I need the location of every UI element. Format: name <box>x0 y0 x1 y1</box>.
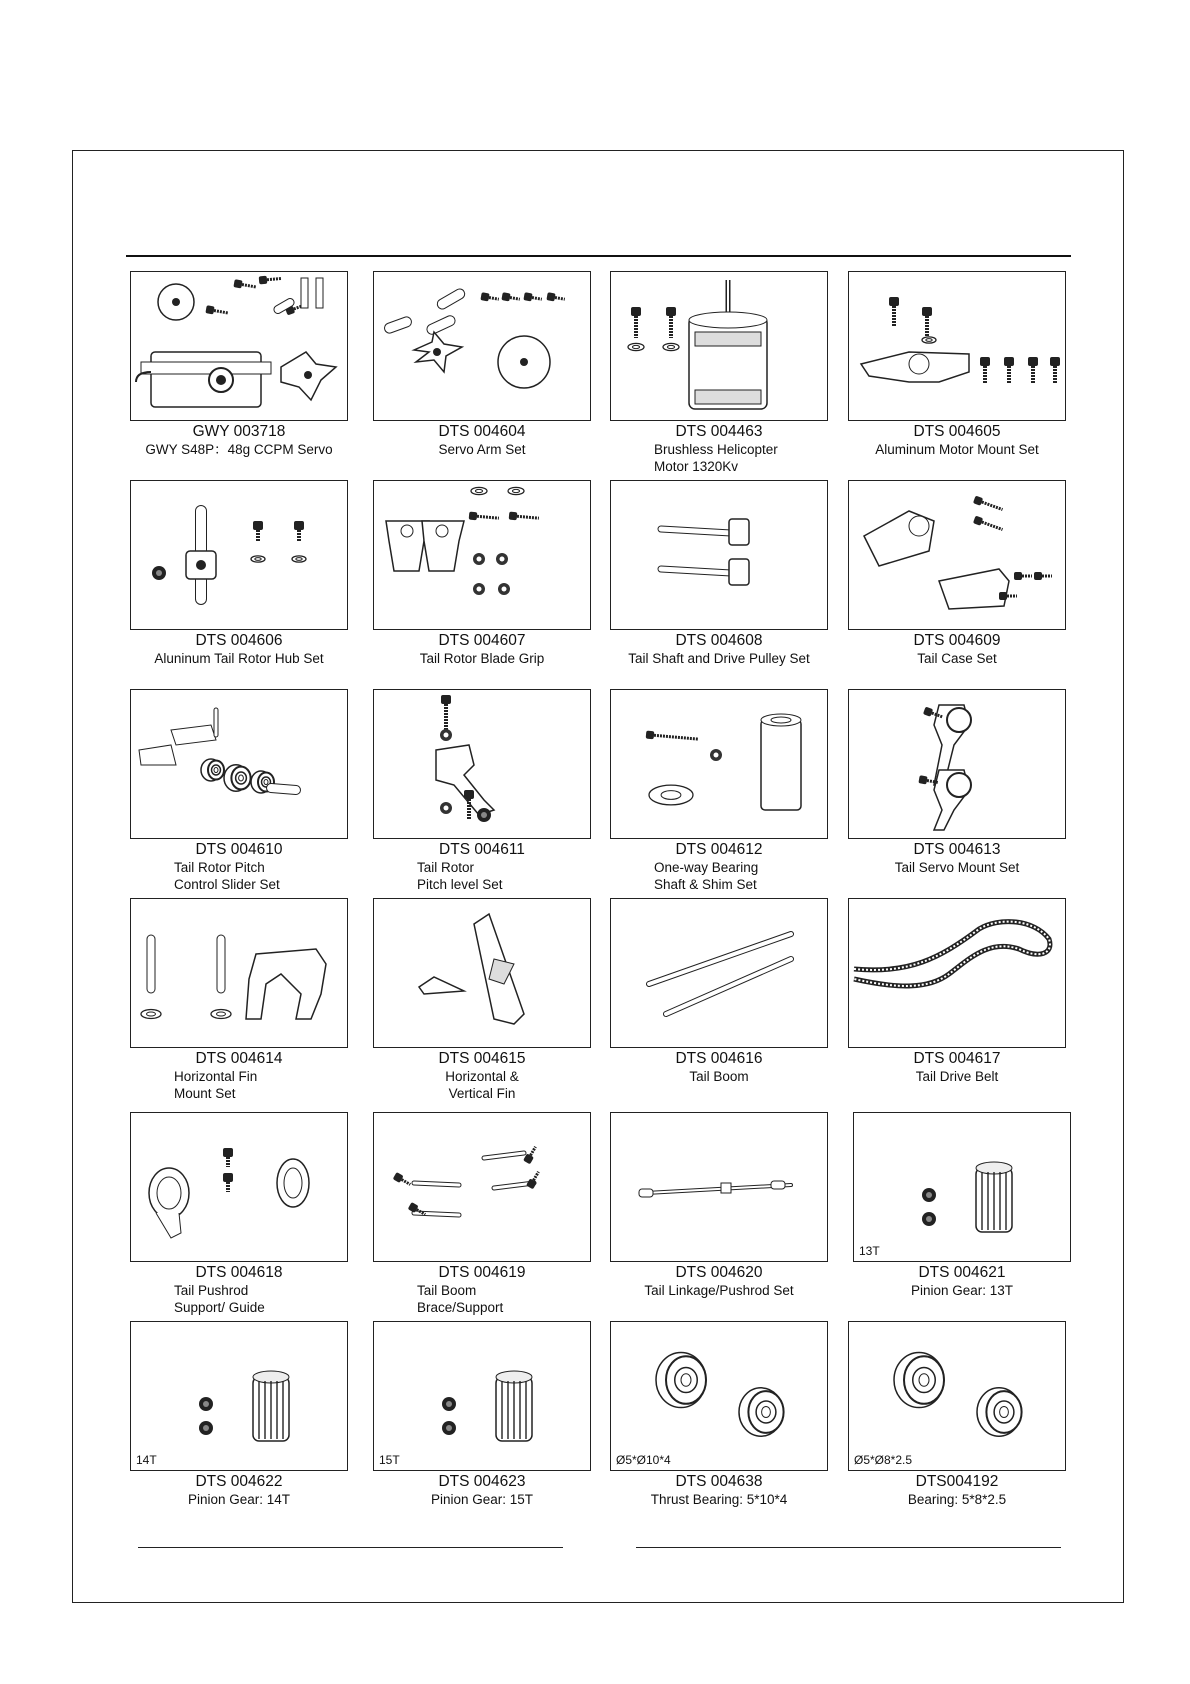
drive-belt-icon <box>849 899 1064 1046</box>
part-description-line: Pitch level Set <box>417 877 503 892</box>
pushrod-icon <box>611 1113 826 1260</box>
part-description-line: Tail Servo Mount Set <box>894 860 1020 875</box>
part-description-line: Brushless Helicopter <box>654 442 778 457</box>
tail-shaft-icon <box>611 481 826 628</box>
part-image <box>848 1321 1066 1471</box>
part-size-label: Ø5*Ø8*2.5 <box>854 1453 913 1467</box>
tail-servo-mount-icon <box>849 690 1064 837</box>
part-code: DTS 004618 <box>195 1264 283 1281</box>
part-description-line: Horizontal Fin <box>174 1069 258 1084</box>
part-image <box>373 1112 591 1262</box>
part-description <box>130 1491 348 1508</box>
part-description-line: GWY S48P：48g CCPM Servo <box>145 442 333 457</box>
part-code: DTS 004621 <box>918 1264 1006 1281</box>
part-code: DTS 004613 <box>913 841 1001 858</box>
part-image <box>848 271 1066 421</box>
part-image <box>130 480 348 630</box>
part-image <box>130 689 348 839</box>
part-code: DTS004192 <box>915 1473 999 1490</box>
part-description-line: Support/ Guide <box>174 1300 265 1315</box>
part-description-line: Pinion Gear: 13T <box>910 1283 1014 1298</box>
servo-arm-icon <box>374 272 589 419</box>
part-image <box>130 271 348 421</box>
part-code: DTS 004614 <box>195 1050 283 1067</box>
part-description-line: One-way Bearing <box>654 860 759 875</box>
part-description-line: Tail Boom <box>689 1069 749 1084</box>
part-code: DTS 004463 <box>675 423 763 440</box>
part-code: DTS 004612 <box>675 841 763 858</box>
part-image <box>130 1321 348 1471</box>
bearing-icon <box>611 1322 826 1469</box>
part-description <box>174 1282 265 1316</box>
part-image <box>848 689 1066 839</box>
part-description <box>848 859 1066 876</box>
part-description <box>373 650 591 667</box>
part-image <box>610 898 828 1048</box>
part-code: GWY 003718 <box>192 423 286 440</box>
part-description-line: Tail Shaft and Drive Pulley Set <box>628 651 810 666</box>
part-description-line: Tail Drive Belt <box>915 1069 999 1084</box>
motor-mount-icon <box>849 272 1064 419</box>
tail-rotor-hub-icon <box>131 481 346 628</box>
part-description <box>610 650 828 667</box>
part-description-line: Tail Rotor Pitch <box>174 860 265 875</box>
part-image <box>373 480 591 630</box>
part-image <box>848 480 1066 630</box>
part-description-line: Aluninum Tail Rotor Hub Set <box>154 651 324 666</box>
part-code: DTS 004611 <box>439 841 525 858</box>
part-description-line: Horizontal & <box>445 1069 519 1084</box>
pinion-gear-icon <box>131 1322 346 1469</box>
footer-rule-right <box>636 1547 1061 1548</box>
part-code: DTS 004615 <box>438 1050 526 1067</box>
oneway-bearing-icon <box>611 690 826 837</box>
part-description <box>174 859 280 893</box>
part-description-line: Mount Set <box>174 1086 236 1101</box>
part-description <box>610 1282 828 1299</box>
part-description-line: Tail Linkage/Pushrod Set <box>644 1283 794 1298</box>
part-image <box>610 1321 828 1471</box>
part-size-label: Ø5*Ø10*4 <box>616 1453 671 1467</box>
part-description <box>417 1282 503 1316</box>
part-description <box>130 650 348 667</box>
part-code: DTS 004616 <box>675 1050 763 1067</box>
part-description-line: Aluminum Motor Mount Set <box>875 442 1039 457</box>
part-code: DTS 004620 <box>675 1264 763 1281</box>
part-description <box>654 859 758 893</box>
servo-icon <box>131 272 346 419</box>
part-code: DTS 004606 <box>195 632 283 649</box>
part-code: DTS 004638 <box>675 1473 763 1490</box>
part-code: DTS 004623 <box>438 1473 526 1490</box>
blade-grip-icon <box>374 481 589 628</box>
part-description <box>610 1491 828 1508</box>
part-code: DTS 004605 <box>913 423 1001 440</box>
part-description <box>174 1068 257 1102</box>
part-description-line: Tail Boom <box>417 1283 477 1298</box>
tail-boom-icon <box>611 899 826 1046</box>
part-description-line: Motor 1320Kv <box>654 459 739 474</box>
boom-brace-icon <box>374 1113 589 1260</box>
part-image <box>610 480 828 630</box>
part-size-label: 13T <box>859 1244 880 1258</box>
pitch-slider-icon <box>131 690 346 837</box>
part-image <box>373 1321 591 1471</box>
part-code: DTS 004619 <box>438 1264 526 1281</box>
part-description-line: Tail Rotor <box>417 860 475 875</box>
part-code: DTS 004609 <box>913 632 1001 649</box>
fin-mount-icon <box>131 899 346 1046</box>
part-description-line: Brace/Support <box>417 1300 504 1315</box>
pushrod-guide-icon <box>131 1113 346 1260</box>
part-image <box>373 689 591 839</box>
part-description <box>848 441 1066 458</box>
part-code: DTS 004617 <box>913 1050 1001 1067</box>
part-description-line: Pinion Gear: 15T <box>430 1492 534 1507</box>
part-image <box>130 898 348 1048</box>
part-description <box>373 441 591 458</box>
part-image <box>130 1112 348 1262</box>
part-description-line: Thrust Bearing: 5*10*4 <box>650 1492 788 1507</box>
part-description-line: Vertical Fin <box>448 1086 516 1101</box>
pinion-gear-icon <box>374 1322 589 1469</box>
part-code: DTS 004610 <box>195 841 283 858</box>
part-code: DTS 004608 <box>675 632 763 649</box>
part-image <box>373 898 591 1048</box>
part-description-line: Shaft & Shim Set <box>654 877 757 892</box>
part-description <box>373 1068 591 1102</box>
part-code: DTS 004622 <box>195 1473 283 1490</box>
footer-rule-left <box>138 1547 563 1548</box>
part-description-line: Control Slider Set <box>174 877 280 892</box>
part-code: DTS 004607 <box>438 632 526 649</box>
part-description <box>654 441 778 475</box>
part-description-line: Bearing: 5*8*2.5 <box>907 1492 1007 1507</box>
part-image <box>373 271 591 421</box>
header-rule <box>126 255 1071 257</box>
tail-case-icon <box>849 481 1064 628</box>
pinion-gear-icon <box>854 1113 1069 1260</box>
part-description <box>610 1068 828 1085</box>
bearing-icon <box>849 1322 1064 1469</box>
part-description-line: Tail Rotor Blade Grip <box>419 651 545 666</box>
part-description <box>848 1068 1066 1085</box>
part-description-line: Pinion Gear: 14T <box>187 1492 291 1507</box>
part-code: DTS 004604 <box>438 423 526 440</box>
motor-icon <box>611 272 826 419</box>
part-description-line: Tail Pushrod <box>174 1283 249 1298</box>
part-description <box>417 859 503 893</box>
part-image <box>848 898 1066 1048</box>
part-image <box>610 271 828 421</box>
part-description <box>848 1491 1066 1508</box>
pitch-lever-icon <box>374 690 589 837</box>
fin-icon <box>374 899 589 1046</box>
part-description <box>848 650 1066 667</box>
part-size-label: 15T <box>379 1453 400 1467</box>
part-image <box>853 1112 1071 1262</box>
part-description <box>373 1491 591 1508</box>
part-description-line: Servo Arm Set <box>438 442 526 457</box>
part-image <box>610 1112 828 1262</box>
part-size-label: 14T <box>136 1453 157 1467</box>
part-description <box>853 1282 1071 1299</box>
part-image <box>610 689 828 839</box>
part-description <box>130 441 348 458</box>
part-description-line: Tail Case Set <box>917 651 997 666</box>
